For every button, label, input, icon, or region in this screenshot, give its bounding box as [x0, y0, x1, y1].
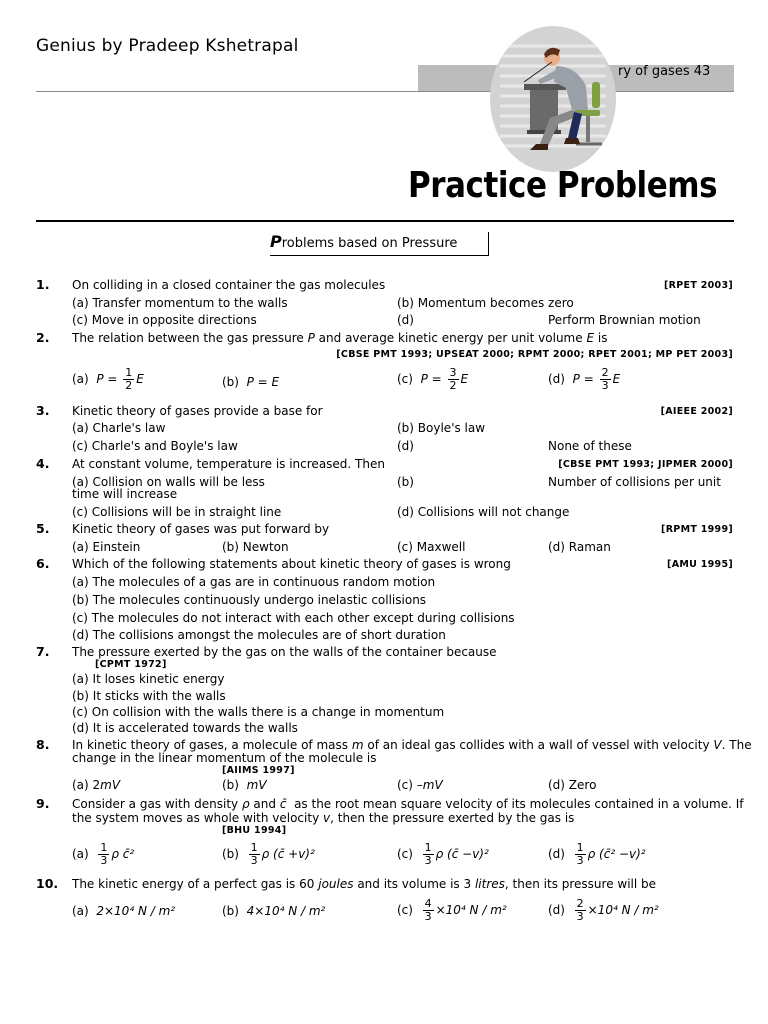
option-label: (d) — [397, 313, 414, 327]
question-text-part: and its volume is 3 — [357, 877, 472, 891]
fraction-numerator: 1 — [250, 841, 258, 854]
option: (b) Newton — [222, 540, 289, 554]
question-number: 4. — [36, 456, 50, 471]
unit: joules — [318, 877, 354, 891]
question-number: 7. — [36, 644, 50, 659]
math-variable: E — [136, 372, 144, 386]
option-value: 4×10⁴ N / m² — [246, 904, 326, 918]
fraction — [98, 842, 109, 867]
question-text-part: and — [253, 797, 276, 811]
option-value: mV — [422, 778, 443, 792]
fraction — [575, 898, 586, 923]
question-source: [BHU 1994] — [222, 825, 287, 836]
fraction-denominator: 2 — [125, 379, 133, 392]
question-text — [72, 738, 752, 752]
math-variable: E — [586, 331, 595, 345]
option: (b) Momentum becomes zero — [397, 296, 574, 310]
question-text-line2: change in the linear momentum of the molecule is — [72, 751, 377, 765]
math-variable: v — [323, 811, 331, 825]
option: (c) On collision with the walls there is a change in momentum — [72, 705, 445, 719]
option — [72, 778, 120, 792]
option-continuation: time will increase — [72, 487, 178, 501]
question-number: 1. — [36, 277, 50, 292]
option-label: (b) — [222, 847, 239, 861]
option: (b) It sticks with the walls — [72, 689, 226, 703]
option — [72, 842, 134, 867]
option — [397, 898, 507, 923]
question-number: 5. — [36, 521, 50, 536]
option — [222, 842, 315, 867]
math-variable: P — [420, 372, 428, 386]
question-number: 8. — [36, 737, 50, 752]
option: Perform Brownian motion — [548, 313, 701, 327]
question-number: 6. — [36, 556, 50, 571]
header-rule — [36, 91, 734, 92]
fraction-numerator: 1 — [424, 841, 432, 854]
option-label: (d) — [548, 903, 565, 917]
fraction-numerator: 1 — [100, 841, 108, 854]
option: (c) Charle's and Boyle's law — [72, 439, 238, 453]
fraction — [448, 367, 459, 392]
option: (d) P = $\frac{2}{3}$ E — [548, 366, 621, 392]
option-label: (a) — [72, 847, 89, 861]
section-heading — [270, 232, 457, 251]
fraction-denominator: 3 — [100, 854, 108, 867]
option: (a) P = $\frac{1}{2}$ E — [72, 366, 144, 392]
option-label: (b) — [222, 375, 239, 389]
question-text-line2 — [72, 811, 574, 825]
question-text-part: Consider a gas with density — [72, 797, 239, 811]
option-label: (b) — [222, 778, 239, 792]
fraction — [575, 842, 586, 867]
option — [397, 778, 443, 792]
question-source: [RPET 2003] — [664, 280, 733, 291]
option-label: (c) — [397, 847, 413, 861]
option: (c) Maxwell — [397, 540, 466, 554]
option-value: ρ (c̄ +v)² — [261, 847, 315, 861]
section-tick — [488, 232, 489, 256]
option-label: (a) 2 — [72, 778, 101, 792]
fraction-numerator: 1 — [576, 841, 584, 854]
fraction-numerator: 3 — [449, 366, 457, 379]
fraction — [423, 898, 434, 923]
option: (a) Einstein — [72, 540, 141, 554]
question-source: [AMU 1995] — [667, 559, 733, 570]
question-source: [CBSE PMT 1993; UPSEAT 2000; RPMT 2000; RPET 2001; MP PET 2003] — [336, 349, 733, 360]
math-variable: ρ — [241, 797, 250, 811]
unit: litres — [474, 877, 505, 891]
fraction — [249, 842, 260, 867]
title-rule — [36, 220, 734, 222]
option-value: ρ (c̄² −v)² — [587, 847, 646, 861]
option — [548, 898, 659, 923]
option: (c) The molecules do not interact with each other except during collisions — [72, 611, 515, 625]
option-value: ρ c̄² — [111, 847, 135, 861]
option-label: (b) — [397, 475, 414, 489]
option-label: (c) — [397, 372, 413, 386]
student-illustration-icon — [490, 26, 616, 172]
option-label: (a) — [72, 372, 89, 386]
question-text — [72, 331, 607, 345]
option: (a) Collision on walls will be less — [72, 475, 265, 489]
option: (c) Move in opposite directions — [72, 313, 257, 327]
question-text-part: , then the pressure exerted by the gas is — [330, 811, 575, 825]
question-text: The pressure exerted by the gas on the walls of the container because — [72, 645, 497, 659]
fraction-numerator: 2 — [576, 897, 584, 910]
option: (b) Boyle's law — [397, 421, 486, 435]
option-value: P = E — [246, 375, 280, 389]
option — [222, 375, 279, 389]
math-variable: P — [572, 372, 580, 386]
fraction-denominator: 3 — [576, 854, 584, 867]
option: (a) Transfer momentum to the walls — [72, 296, 288, 310]
section-underline — [270, 255, 488, 256]
question-source: [AIEEE 2002] — [660, 406, 733, 417]
section-heading-text: roblems based on Pressure — [281, 236, 458, 251]
question-source: [CPMT 1972] — [95, 659, 167, 670]
math-variable: c̄ — [279, 797, 287, 811]
question-text — [72, 797, 743, 811]
option-label: (c) – — [397, 778, 423, 792]
fraction — [600, 367, 611, 392]
option: (b) The molecules continuously undergo inelastic collisions — [72, 593, 427, 607]
question-source: [RPMT 1999] — [661, 524, 733, 535]
option: Number of collisions per unit — [548, 475, 721, 489]
question-text — [72, 877, 656, 891]
math-variable: V — [713, 738, 722, 752]
option-label: (d) — [397, 439, 414, 453]
question-number: 3. — [36, 403, 50, 418]
chapter-running-title — [618, 64, 710, 79]
question-source: [AIIMS 1997] — [222, 765, 295, 776]
fraction-denominator: 3 — [424, 910, 432, 923]
option-label: (d) — [548, 372, 565, 386]
question-text: Which of the following statements about kinetic theory of gases is wrong — [72, 557, 511, 571]
option: (a) The molecules of a gas are in continuous random motion — [72, 575, 436, 589]
fraction — [123, 367, 134, 392]
math-variable: P — [307, 331, 315, 345]
student-at-desk-illustration — [490, 26, 616, 172]
option-value: ρ (c̄ −v)² — [435, 847, 489, 861]
question-text-part: is — [597, 331, 608, 345]
option: (c) Collisions will be in straight line — [72, 505, 282, 519]
option-value: mV — [246, 778, 267, 792]
fraction-numerator: 1 — [125, 366, 133, 379]
option: (d) Collisions will not change — [397, 505, 570, 519]
question-text-part: as the root mean square velocity of its molecules contained in a volume. If — [294, 797, 744, 811]
fraction — [423, 842, 434, 867]
option — [222, 904, 325, 918]
chapter-name: ry of gases — [618, 64, 690, 79]
option: (d) Raman — [548, 540, 611, 554]
question-number: 2. — [36, 330, 50, 345]
fraction-denominator: 3 — [576, 910, 584, 923]
option-label: (d) — [548, 847, 565, 861]
question-text-part: The kinetic energy of a perfect gas is 60 — [72, 877, 315, 891]
question-number: 9. — [36, 796, 50, 811]
option: None of these — [548, 439, 632, 453]
question-text-part: of an ideal gas collides with a wall of vessel with velocity — [367, 738, 710, 752]
question-text: Kinetic theory of gases provide a base for — [72, 404, 323, 418]
option: (c) P = $\frac{3}{2}$ E — [397, 366, 469, 392]
question-text-part: The relation between the gas pressure — [72, 331, 304, 345]
section-heading-initial: P — [270, 232, 282, 251]
option — [548, 842, 646, 867]
option: (a) Charle's law — [72, 421, 166, 435]
question-text-part: . The — [721, 738, 752, 752]
fraction-denominator: 3 — [250, 854, 258, 867]
fraction-numerator: 4 — [424, 897, 432, 910]
option: (d) Zero — [548, 778, 597, 792]
fraction-denominator: 3 — [424, 854, 432, 867]
question-text: Kinetic theory of gases was put forward by — [72, 522, 330, 536]
math-variable: E — [460, 372, 469, 386]
question-text-part: , then its pressure will be — [504, 877, 657, 891]
math-variable: E — [612, 372, 621, 386]
option-value: mV — [100, 778, 121, 792]
option-value: ×10⁴ N / m² — [587, 903, 659, 917]
page-title: Practice Problems — [408, 165, 718, 206]
math-variable: m — [351, 738, 364, 752]
option-label: (b) — [222, 904, 239, 918]
option: (a) It loses kinetic energy — [72, 672, 225, 686]
option — [397, 842, 489, 867]
question-text-part: In kinetic theory of gases, a molecule of mass — [72, 738, 349, 752]
fraction-denominator: 2 — [449, 379, 457, 392]
option-value: ×10⁴ N / m² — [435, 903, 507, 917]
question-text: At constant volume, temperature is increased. Then — [72, 457, 385, 471]
question-text: On colliding in a closed container the gas molecules — [72, 278, 386, 292]
question-text-part: the system moves as whole with velocity — [72, 811, 320, 825]
question-source: [CBSE PMT 1993; JIPMER 2000] — [558, 459, 733, 470]
option-label: (c) — [397, 903, 413, 917]
page-number: 43 — [693, 64, 711, 79]
option-value: 2×10⁴ N / m² — [96, 904, 176, 918]
book-brand: Genius by Pradeep Kshetrapal — [36, 36, 299, 56]
option — [72, 904, 175, 918]
option-label: (a) — [72, 904, 89, 918]
fraction-denominator: 3 — [601, 379, 609, 392]
option: (d) The collisions amongst the molecules are of short duration — [72, 628, 446, 642]
question-text-part: and average kinetic energy per unit volume — [318, 331, 583, 345]
option: (d) It is accelerated towards the walls — [72, 721, 298, 735]
fraction-numerator: 2 — [601, 366, 609, 379]
math-variable: P — [96, 372, 104, 386]
question-number: 10. — [36, 876, 59, 891]
option — [222, 778, 267, 792]
